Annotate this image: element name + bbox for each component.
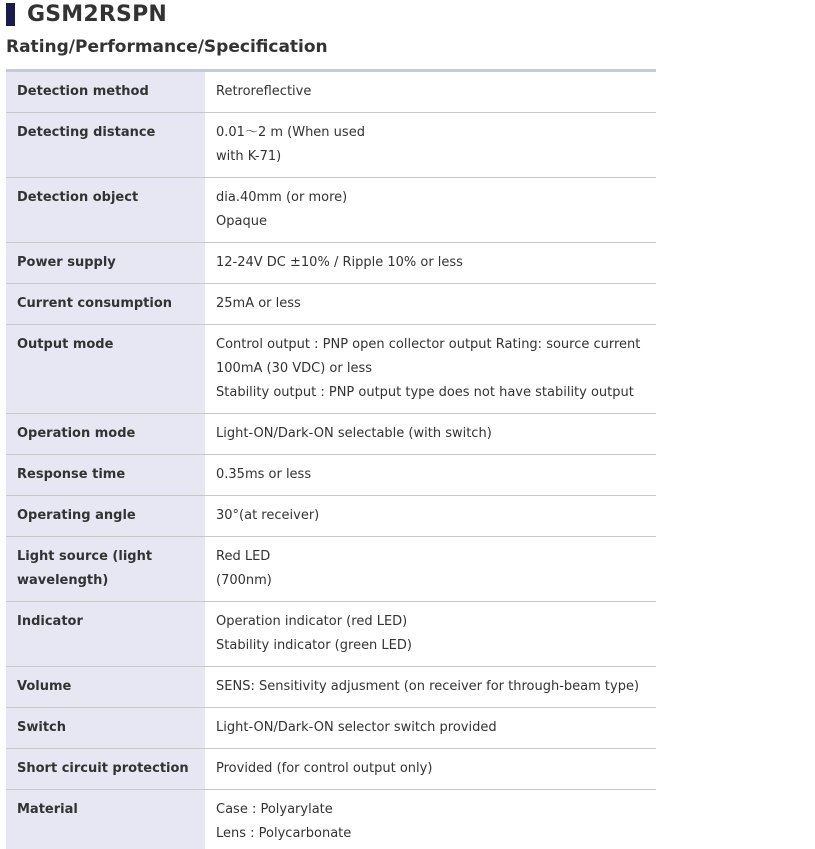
- spec-value: [205, 749, 656, 790]
- spec-value-line: Provided (for control output only): [216, 761, 433, 776]
- spec-row: [6, 602, 656, 667]
- spec-label: Detection object: [6, 178, 205, 243]
- spec-label: Response time: [6, 455, 205, 496]
- spec-table-body: [6, 71, 656, 849]
- spec-label: Indicator: [6, 602, 205, 667]
- spec-value: [205, 284, 656, 325]
- spec-value: [205, 455, 656, 496]
- spec-value-line: Control output : PNP open collector output Rating: source current 100mA (30 VDC) or less: [216, 337, 641, 376]
- spec-row: [6, 455, 656, 496]
- product-title-row: [6, 0, 167, 28]
- spec-row: [6, 790, 656, 849]
- spec-value-line: dia.40mm (or more): [216, 190, 348, 205]
- spec-value-line: Opaque: [216, 214, 267, 229]
- spec-value-line: 25mA or less: [216, 296, 301, 311]
- spec-value-line: 30°(at receiver): [216, 508, 320, 523]
- spec-row: [6, 749, 656, 790]
- spec-label: Detection method: [6, 71, 205, 113]
- spec-label: Light source (light wavelength): [6, 537, 205, 602]
- spec-label: Operating angle: [6, 496, 205, 537]
- spec-row: [6, 284, 656, 325]
- spec-label: Operation mode: [6, 414, 205, 455]
- spec-row: [6, 71, 656, 113]
- spec-value-line: Operation indicator (red LED): [216, 614, 408, 629]
- spec-label: Power supply: [6, 243, 205, 284]
- spec-value: [205, 496, 656, 537]
- spec-value-line: Light-ON/Dark-ON selector switch provided: [216, 720, 497, 735]
- spec-value: [205, 414, 656, 455]
- spec-value: [205, 325, 656, 414]
- spec-row: [6, 243, 656, 284]
- spec-value-line: Retroreflective: [216, 84, 312, 99]
- spec-row: [6, 414, 656, 455]
- spec-value-line: Stability indicator (green LED): [216, 638, 412, 653]
- spec-label: Detecting distance: [6, 113, 205, 178]
- spec-row: [6, 113, 656, 178]
- spec-row: [6, 708, 656, 749]
- spec-value-line: Case : Polyarylate: [216, 802, 333, 817]
- spec-row: [6, 325, 656, 414]
- spec-value-line: 0.01～2 m (When used: [216, 125, 365, 140]
- section-heading: Rating/Performance/Specification: [6, 37, 328, 57]
- spec-value: [205, 708, 656, 749]
- spec-value-line: Red LED: [216, 549, 271, 564]
- spec-label: Volume: [6, 667, 205, 708]
- spec-value-line: 12-24V DC ±10% / Ripple 10% or less: [216, 255, 463, 270]
- spec-row: [6, 178, 656, 243]
- spec-row: [6, 667, 656, 708]
- spec-value-line: Lens : Polycarbonate: [216, 826, 352, 841]
- spec-value-line: 0.35ms or less: [216, 467, 312, 482]
- spec-value: [205, 602, 656, 667]
- spec-value: [205, 243, 656, 284]
- spec-label: Current consumption: [6, 284, 205, 325]
- spec-value: [205, 790, 656, 849]
- spec-row: [6, 537, 656, 602]
- spec-value-line: with K-71): [216, 149, 282, 164]
- spec-value-line: Stability output : PNP output type does not have stability output: [216, 385, 634, 400]
- spec-label: Output mode: [6, 325, 205, 414]
- spec-value: [205, 667, 656, 708]
- spec-value-line: (700nm): [216, 573, 272, 588]
- spec-value: [205, 178, 656, 243]
- title-accent-bar: [6, 3, 15, 26]
- spec-label: Material: [6, 790, 205, 849]
- spec-value: [205, 71, 656, 113]
- spec-value-line: Light-ON/Dark-ON selectable (with switch): [216, 426, 492, 441]
- spec-value: [205, 537, 656, 602]
- spec-label: Short circuit protection: [6, 749, 205, 790]
- spec-row: [6, 496, 656, 537]
- spec-label: Switch: [6, 708, 205, 749]
- spec-value-line: SENS: Sensitivity adjusment (on receiver for through-beam type): [216, 679, 640, 694]
- spec-table: [6, 69, 656, 849]
- spec-value: [205, 113, 656, 178]
- product-title: GSM2RSPN: [27, 1, 168, 27]
